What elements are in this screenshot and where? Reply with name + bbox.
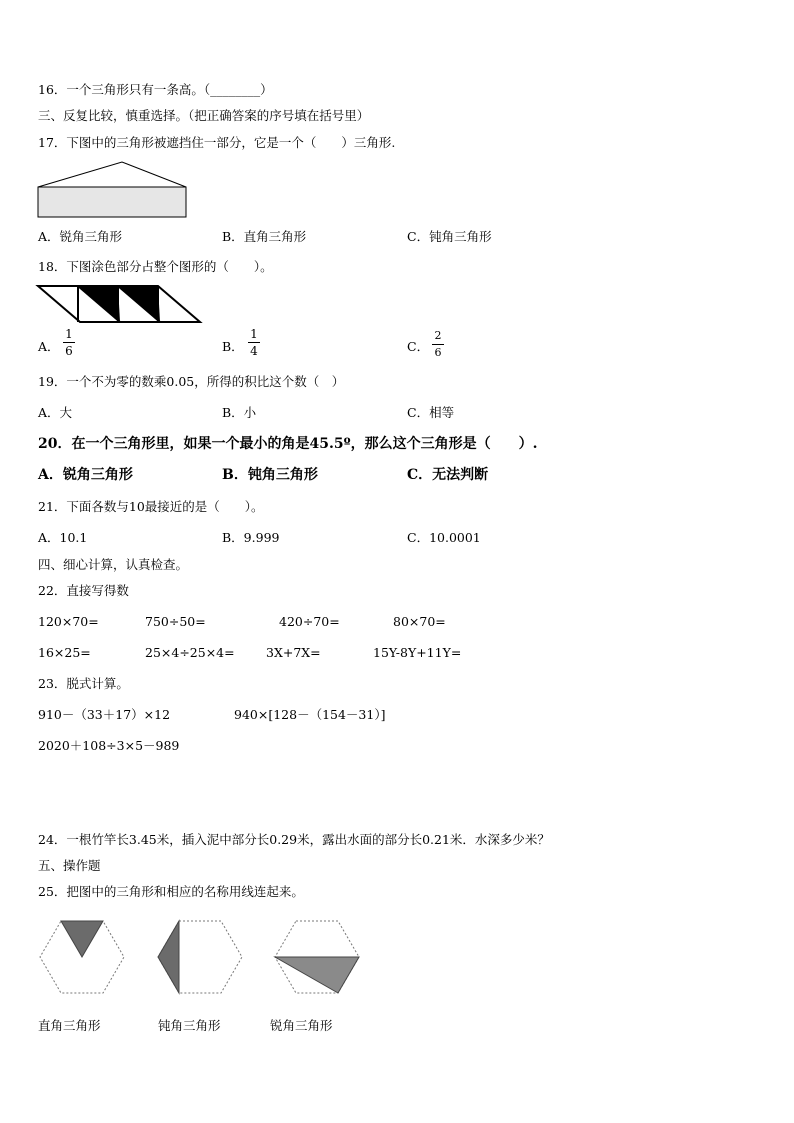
q16-text: 16．一个三角形只有一条高。（________）: [38, 82, 273, 97]
q21-option-b[interactable]: B．9.999: [222, 530, 280, 545]
q18-option-a-label[interactable]: A．: [38, 339, 60, 354]
q25-name-acute-triangle[interactable]: 锐角三角形: [270, 1018, 333, 1033]
section-5-heading: 五、操作题: [38, 858, 101, 873]
fraction-denominator: 4: [250, 344, 258, 358]
q23-stem: 23．脱式计算。: [38, 676, 129, 691]
q20-stem: 20．在一个三角形里，如果一个最小的角是45.5º，那么这个三角形是（ ）.: [38, 436, 538, 452]
q19-option-c[interactable]: C．相等: [407, 405, 455, 420]
q23-item: 2020＋108÷3×5－989: [38, 738, 180, 753]
q22-item: 420÷70=: [279, 614, 340, 629]
q18-option-c-label[interactable]: C．: [407, 339, 430, 354]
hexagon-figure-2[interactable]: [158, 919, 244, 995]
q25-name-obtuse-triangle[interactable]: 钝角三角形: [158, 1018, 221, 1033]
q25-stem: 25．把图中的三角形和相应的名称用线连起来。: [38, 884, 304, 899]
fraction-denominator: 6: [434, 346, 442, 359]
fraction-denominator: 6: [65, 344, 73, 358]
q18-parallelogram-figure: [38, 284, 204, 324]
q23-item: 940×[128－（154－31）]: [234, 707, 386, 722]
q22-item: 16×25=: [38, 645, 91, 660]
fraction-numerator: 1: [250, 327, 258, 341]
fraction-numerator: 2: [434, 329, 442, 342]
q19-option-b[interactable]: B．小: [222, 405, 257, 420]
q17-hidden-triangle-figure: [36, 160, 188, 220]
q17-option-b[interactable]: B．直角三角形: [222, 229, 307, 244]
q22-item: 25×4÷25×4=: [145, 645, 235, 660]
q18-option-a-fraction[interactable]: [63, 327, 75, 358]
q18-option-c-fraction[interactable]: [432, 329, 444, 360]
q22-item: 80×70=: [393, 614, 446, 629]
q17-option-c[interactable]: C．钝角三角形: [407, 229, 492, 244]
section-4-heading: 四、细心计算，认真检查。: [38, 557, 189, 572]
q17-option-a[interactable]: A．锐角三角形: [38, 229, 123, 244]
q19-stem: 19．一个不为零的数乘0.05，所得的积比这个数（ ）: [38, 374, 345, 389]
fraction-bar: [432, 344, 444, 345]
hexagon-figure-3[interactable]: [275, 919, 361, 995]
q20-option-b[interactable]: B．钝角三角形: [222, 467, 318, 483]
fraction-numerator: 1: [65, 327, 73, 341]
q25-name-right-triangle[interactable]: 直角三角形: [38, 1018, 101, 1033]
q22-item: 750÷50=: [145, 614, 206, 629]
q22-item: 120×70=: [38, 614, 99, 629]
q23-item: 910－（33＋17）×12: [38, 707, 171, 722]
section-3-heading: 三、反复比较，慎重选择。（把正确答案的序号填在括号里）: [38, 108, 370, 123]
q19-option-a[interactable]: A．大: [38, 405, 73, 420]
q22-item: 15Y-8Y+11Y=: [373, 645, 462, 660]
q18-stem: 18．下图涂色部分占整个图形的（ ）。: [38, 259, 273, 274]
hexagon-figure-1[interactable]: [40, 919, 126, 995]
q24-text: 24．一根竹竿长3.45米，插入泥中部分长0.29米，露出水面的部分长0.21米．水深多少米？: [38, 832, 550, 847]
q20-option-a[interactable]: A．锐角三角形: [38, 467, 133, 483]
q21-stem: 21．下面各数与10最接近的是（ ）。: [38, 499, 264, 514]
q20-option-c[interactable]: C．无法判断: [407, 467, 489, 483]
fraction-bar: [248, 342, 260, 343]
q22-stem: 22．直接写得数: [38, 583, 129, 598]
q18-option-b-label[interactable]: B．: [222, 339, 244, 354]
fraction-bar: [63, 342, 75, 343]
q18-option-b-fraction[interactable]: [248, 327, 260, 358]
q22-item: 3X+7X=: [266, 645, 321, 660]
q21-option-c[interactable]: C．10.0001: [407, 530, 481, 545]
q21-option-a[interactable]: A．10.1: [38, 530, 88, 545]
q17-stem: 17．下图中的三角形被遮挡住一部分，它是一个（ ）三角形.: [38, 135, 396, 150]
